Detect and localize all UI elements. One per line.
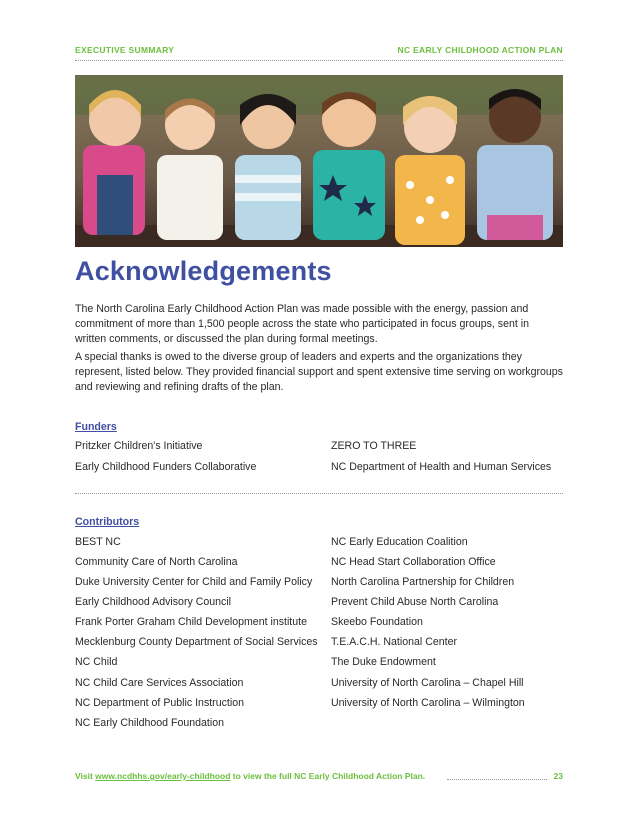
contributor-item: NC Early Childhood Foundation — [75, 717, 224, 729]
header-divider — [75, 60, 563, 61]
contributor-item: The Duke Endowment — [331, 656, 436, 668]
children-photo-illustration — [75, 75, 563, 247]
contributor-item: NC Child — [75, 656, 118, 668]
page-footer — [75, 771, 563, 785]
contributors-heading: Contributors — [75, 516, 140, 528]
contributor-item: Early Childhood Advisory Council — [75, 596, 232, 608]
contributor-item: University of North Carolina – Chapel Hill — [331, 677, 524, 689]
contributor-item: Mecklenburg County Department of Social Services — [75, 636, 318, 648]
contributor-item: Community Care of North Carolina — [75, 556, 238, 568]
contributor-item: Frank Porter Graham Child Development institute — [75, 616, 307, 628]
contributor-item: NC Department of Public Instruction — [75, 697, 244, 709]
contributor-item: Skeebo Foundation — [331, 616, 423, 628]
footer-text — [75, 771, 425, 781]
section-divider — [75, 493, 563, 494]
contributor-item: Duke University Center for Child and Family Policy — [75, 576, 313, 588]
intro-paragraph: The North Carolina Early Childhood Action Plan was made possible with the energy, passion and commitment of more than 1,500 people across the state who participated in focus groups, sent in written comments, or discussed the plan during formal meetings. — [75, 303, 530, 345]
page-number: 23 — [553, 771, 563, 781]
funder-item: ZERO TO THREE — [331, 440, 417, 452]
thanks-paragraph: A special thanks is owed to the diverse group of leaders and experts and the organizations they represent, listed below. They provided financial support and spent extensive time serving on workgroups and reviewing and refining drafts of the plan. — [75, 351, 563, 393]
funder-item: Pritzker Children's Initiative — [75, 440, 203, 452]
contributor-item: NC Early Education Coalition — [331, 536, 468, 548]
header-document-title: NC EARLY CHILDHOOD ACTION PLAN — [397, 45, 563, 55]
funder-item: Early Childhood Funders Collaborative — [75, 461, 257, 473]
contributor-item: BEST NC — [75, 536, 121, 548]
footer-website-link[interactable]: www.ncdhhs.gov/early-childhood — [95, 771, 231, 781]
footer-suffix: to view the full NC Early Childhood Action Plan. — [230, 771, 426, 781]
contributor-item: Prevent Child Abuse North Carolina — [331, 596, 499, 608]
contributor-item: University of North Carolina – Wilmington — [331, 697, 525, 709]
footer-prefix: Visit — [75, 771, 96, 781]
footer-dot-leader — [447, 779, 547, 780]
children-photo — [75, 75, 563, 247]
contributor-item: NC Child Care Services Association — [75, 677, 244, 689]
contributor-item: North Carolina Partnership for Children — [331, 576, 515, 588]
page-title: Acknowledgements — [75, 256, 332, 286]
running-header — [75, 45, 563, 59]
header-section-label: EXECUTIVE SUMMARY — [75, 45, 175, 55]
contributor-item: NC Head Start Collaboration Office — [331, 556, 496, 568]
funders-heading: Funders — [75, 421, 117, 433]
contributor-item: T.E.A.C.H. National Center — [331, 636, 457, 648]
funder-item: NC Department of Health and Human Services — [331, 461, 552, 473]
